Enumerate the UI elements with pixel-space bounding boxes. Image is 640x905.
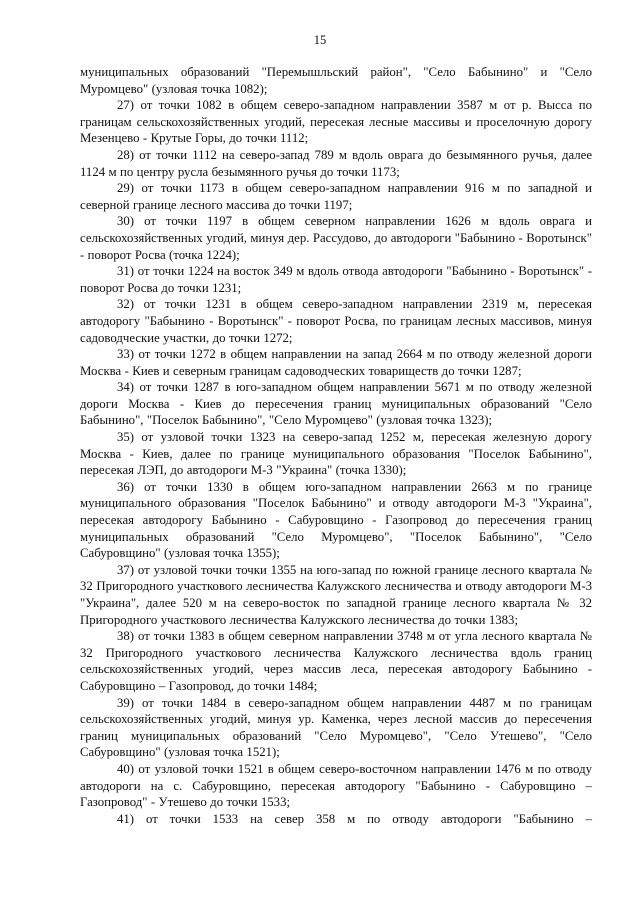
paragraph-item-29: 29) от точки 1173 в общем северо-западном направлении 916 м по западной и северной границе лесного массива до точки 1197; (80, 181, 592, 212)
paragraph-item-41: 41) от точки 1533 на север 358 м по отводу автодороги "Бабынино – (117, 811, 592, 826)
paragraph-item-39: 39) от точки 1484 в северо-западном общем направлении 4487 м по границам сельскохозяйственных угодий, минуя ур. Каменка, через лесной массив до пересечения границ муниципальных образований "Село Муромцево", "Село Утешево", "Село Сабуровщино" (узловая точка 1521); (80, 695, 592, 760)
paragraph-item-35: 35) от узловой точки 1323 на северо-запад 1252 м, пересекая железную дорогу Москва - Киев, далее по границе муниципального образования "Поселок Бабынино", пересекая ЛЭП, до автодороги М-3 "Украина" (точка 1330); (80, 430, 592, 478)
paragraph-item-36: 36) от точки 1330 в общем юго-западном направлении 2663 м по границе муниципального образования "Поселок Бабынино" и отводу автодороги М-3 "Украина", пересекая автодорогу Бабынино - Сабуровщино - Газопровод до пересечения границ муниципальных образований "Село Муромцево", "Поселок Бабынино", "Село Сабуровщино" (узловая точка 1355); (80, 479, 592, 561)
paragraph-item-27: 27) от точки 1082 в общем северо-западном направлении 3587 м от р. Высса по границам сельскохозяйственных угодий, пересекая лесные массивы и проселочную дорогу Мезенцево - Крутые Горы, до точки 1112; (80, 98, 592, 146)
paragraph-item-32: 32) от точки 1231 в общем северо-западном направлении 2319 м, пересекая автодорогу "Бабынино - Воротынск" - поворот Росва, по границам лесных массивов, минуя садоводческие участки, до точки 1272; (80, 297, 592, 345)
paragraph-item-37: 37) от узловой точки точки 1355 на юго-запад по южной границе лесного квартала № 32 Пригородного участкового лесничества Калужского лесничества и отводу автодороги М-3 "Украина", далее 520 м на северо-восток по западной границе лесного квартала № 32 Пригородного участкового лесничества Калужского лесничества до точки 1383; (80, 562, 592, 627)
page-number: 15 (313, 33, 327, 47)
paragraph-item-38: 38) от точки 1383 в общем северном направлении 3748 м от угла лесного квартала № 32 Пригородного участкового лесничества Калужского лесничества вдоль границ сельскохозяйственных угодий, через массив леса, пересекая автодорогу Бабынино - Сабуровщино – Газопровод, до точки 1484; (80, 629, 592, 693)
paragraph-item-31: 31) от точки 1224 на восток 349 м вдоль отвода автодороги "Бабынино - Воротынск" - поворот Росва до точки 1231; (80, 264, 592, 295)
paragraph-continuation: муниципальных образований "Перемышльский район", "Село Бабынино" и "Село Муромцево" (узловая точка 1082); (80, 65, 592, 96)
document-body (80, 64, 592, 827)
paragraph-item-28: 28) от точки 1112 на северо-запад 789 м вдоль оврага до безымянного ручья, далее 1124 м по центру русла безымянного ручья до точки 1173; (80, 147, 592, 179)
paragraph-item-33: 33) от точки 1272 в общем направлении на запад 2664 м по отводу железной дороги Москва - Киев и северным границам садоводческих товариществ до точки 1287; (80, 347, 592, 378)
paragraph-item-30: 30) от точки 1197 в общем северном направлении 1626 м вдоль оврага и сельскохозяйственных угодий, минуя дер. Рассудово, до автодороги "Бабынино - Воротынск" - поворот Росва (точка 1224); (80, 214, 592, 262)
paragraph-item-34: 34) от точки 1287 в юго-западном общем направлении 5671 м по отводу железной дороги Москва - Киев до пересечения границ муниципальных образований "Село Бабынино", "Поселок Бабынино", "Село Муромцево" (узловая точка 1323); (80, 380, 592, 428)
paragraph-item-40: 40) от узловой точки 1521 в общем северо-восточном направлении 1476 м по отводу автодороги на с. Сабуровщино, пересекая автодорогу "Бабынино - Сабуровщино – Газопровод" - Утешево до точки 1533; (80, 761, 592, 810)
